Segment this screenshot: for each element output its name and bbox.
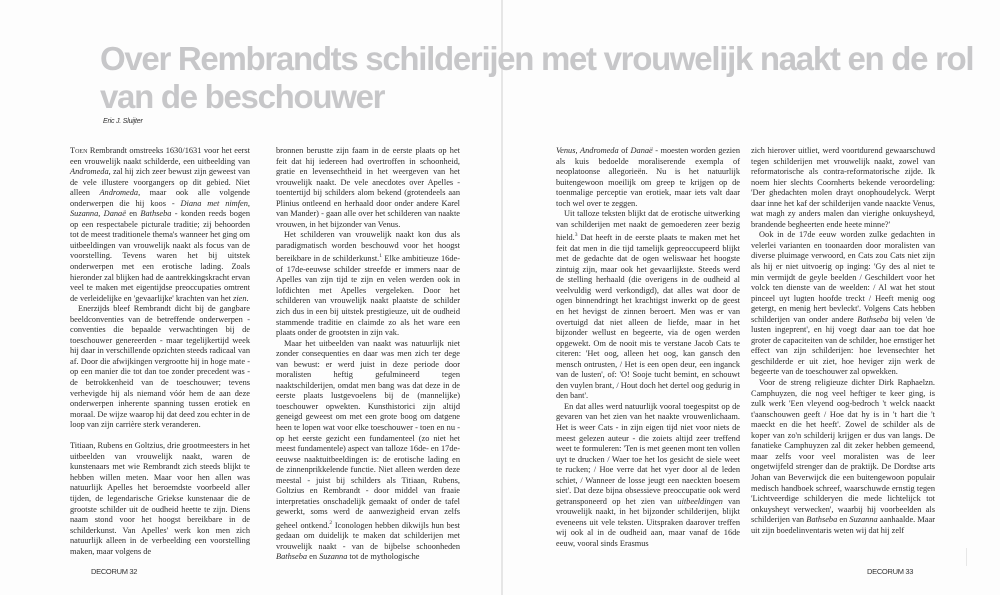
italic-title: Diana met nimfen [180,198,248,208]
text-run: , [98,209,104,219]
text-run: , zal hij zich zeer bewust zijn geweest van de vele illustere voorgangers op dit gebied. Niet alleen [70,167,250,198]
italic-title: Andromeda [99,188,139,198]
italic-title: Venus [556,146,576,155]
italic-title: Suzanna [319,552,348,562]
paragraph [70,441,250,557]
italic-title: Bathseba [276,552,308,562]
italic-title: Suzanna [849,515,878,525]
italic-title: Bathseba [806,515,838,525]
text-column-2 [276,146,460,563]
italic-title: Andromeda [70,167,109,177]
text-run: - moesten worden gezien als kuis bedoelde moraliserende exempla of neoplatoonse allegorieën. Nu is het natuurlijk buitengewoon moeilijk om greep te krijgen op de toenmalige perceptie van erotiek, maar iets valt daar toch wel over te zeggen. [556,146,740,208]
text-column-3 [556,146,740,550]
text-run: of [618,146,631,155]
italic-title: Danaë [103,209,126,219]
text-run: bij velen 'de lusten ingeprent', en hij voegt daar aan toe dat hoe groter de capaciteiten van de schilder, hoe ernstiger het effect van zijn schilderijen: hoe levensechter het geschilderde er uit ziet, hoe heviger zijn werk de begeerte van de toeschouwer zal opwekken. [751,314,935,377]
italic-title: Bathseba [140,209,172,219]
footnote-ref: 2 [329,519,333,526]
paragraph [751,146,935,230]
paragraph [276,339,460,563]
italic-title: zien [233,293,247,303]
text-run: Het schilderen van vrouwelijk naakt kon dus als paradigmatisch worden beschouwd voor het hoogst bereikbare in de schilderkunst. [276,230,460,264]
text-column-4 [751,146,935,536]
footnote-ref: 3 [574,232,578,239]
paragraph [751,378,935,536]
italic-title: Bathseba [857,314,889,324]
text-run: tot de mythologische [347,552,420,562]
italic-title: Suzanna [70,209,99,219]
paragraph [556,209,740,402]
paragraph [276,146,460,230]
text-run: Dat heeft in de eerste plaats te maken met het feit dat men in die tijd tamelijk gepreoccupeerd blijkt met de gedachte dat de ogen weliswaar het hoogste zintuig zijn, maar ook het gevaarlijkste. Steeds werd de stelling herhaald (die overigens in de oudheid al veelvuldig werd verkondigd), dat alles wat door de ogen binnendringt het krachtigst inwerkt op de geest en het hevigst de zinnen beroert. Men was er van overtuigd dat niet alleen de liefde, maar in het bijzonder wellust en begeerte, via de ogen werden opgewekt. Om de nooit mis te verstane Jacob Cats te citeren: 'Het oog, alleen het oog, kan gansch den mensch ontrusten, / Het is een open deur, een inganck van de lusten', of: 'O! Sooje tucht bemint, en schouwt den vuylen brant, / Hout doch het dertel oog gedurig in den bant'. [556,233,740,401]
text-run: Uit talloze teksten blijkt dat de erotische uitwerking van schilderijen met naakt de gemoederen zeer bezig hield. [556,209,740,243]
text-run: bronnen berustte zijn faam in de eerste plaats op het feit dat hij iedereen had overtroffen in schoonheid, gratie en levensechtheid in het weergeven van het vrouwelijk naakt. De vele anecdotes over Apelles - toentertijd bij schilders alom bekend (grotendeels aan Plinius ontleend en herhaald door onder andere Karel van Mander) - gaan alle over het schilderen van naakte vrouwen, in het bijzonder van Venus. [276,146,460,229]
page-number-left: DECORUM 32 [91,567,138,576]
text-run: zich hierover uitliet, werd voortdurend gewaarschuwd tegen schilderijen met vrouwelijk naakt, zowel van reformatorische als contra-reformatorische zijde. Ik noem hier slechts Coornherts bekende veroordeling: 'Der ghedachten molen drayt onophoudelyck. Werpt daar inne het kaf der schilderijen vande naackte Venus, wat magh zy anders malen dan vierighe onkuysheyd, brandende begheerten ende heete minne?' [751,146,935,229]
italic-title: Andromeda [580,146,619,155]
scan-mark [966,548,973,566]
text-column-1 [70,146,250,557]
text-run: en [125,209,141,219]
page-number-right: DECORUM 33 [867,567,914,576]
text-run: aanhaalde. Maar uit zijn boedelinventaris weten wij dat hij zelf [751,515,935,535]
text-run: , [247,198,250,208]
text-run: Voor de streng religieuze dichter Dirk Raphaelzn. Camphuyzen, die nog veel heftiger te keer ging, is zulk werk 'Een vleyend oog-bedroch 't welck naackt t'aanschouwen geeft / Hoe dat hy is in 't hart die 't maeckt en die het heeft'. Zowel de schilder als de koper van zo'n schilderij krijgen er dus van langs. De fanatieke Camphuyzen zal dit zeker hebben gemeend, maar zelfs voor veel moralisten was de leer ongetwijfeld strenger dan de praktijk. De Dordtse arts Johan van Beverwijck die een buitengewoon populair medisch handboek schreef, waarschuwde ernstig tegen 'Lichtveerdige schilderyen die mede lichtelijck tot onkuysheyt verwecken', waarbij hij voorbeelden als schilderijen van [751,378,935,525]
text-run: en [307,552,320,562]
text-run: van vrouwelijk naakt, in het bijzonder schilderijen, blijkt eveneens uit vele teksten. Uitspraken daarover treffen wij ook al in de oudheid aan, maar vanaf de 16de eeuw, vooral sinds Erasmus [556,496,740,549]
text-run: en [837,515,850,525]
text-run: Titiaan, Rubens en Goltzius, drie grootmeesters in het uitbeelden van vrouwelijk naakt, waren de kunstenaars met wie Rembrandt zich steeds blijkt te hebben willen meten. Maar voor hen allen was natuurlijk Apelles het beroemdste voorbeeld aller tijden, de legendarische Griekse kunstenaar die de grootste schilder uit de oudheid heette te zijn. Diens naam stond voor het hoogst bereikbare in de schilderkunst. Van Apelles' werk kon men zich natuurlijk alleen in de verbeelding een voorstelling maken, maar volgens de [70,441,250,556]
text-run: Enerzijds bleef Rembrandt dicht bij de gangbare beeldconventies van de betreffende onderwerpen - conventies die bepaalde verwachtingen bij de toeschouwer genereerden - maar tegelijkertijd week hij daar in verschillende opzichten steeds radicaal van af. Door die afwijkingen vergrootte hij in hoge mate - op een manier die tot dan toe zonder precedent was - de betrokkenheid van de toeschouwer; tevens verhevigde hij als niemand vóór hem de aan deze onderwerpen inherente spanning tussen erotiek en moraal. De wijze waarop hij dat deed zou echter in de loop van zijn carrière sterk veranderen. [70,304,251,430]
text-run: Iconologen hebben dikwijls hun best gedaan om duidelijk te maken dat schilderijen met vrouwelijk naakt - van de bijbelse schoonheden [276,520,461,551]
text-run: . [246,293,249,303]
text-run: Elke ambitieuze 16de- of 17de-eeuwse schilder streefde er immers naar de Apelles van zijn tijd te zijn en velen werden ook in lofdichten met Apelles vergeleken. Door het schilderen van vrouwelijk naakt plaatste de schilder zich dus in een bij uitstek prestigieuze, uit de oudheid stammende traditie en claimde zo als het ware een plaats onder de grootsten in zijn vak. [276,254,460,338]
text-run: , [575,146,581,155]
text-run: En dat alles werd natuurlijk vooral toegespitst op de gevaren van het zien van het naakte vrouwenlichaam. Het is weer Cats - in zijn eigen tijd niet voor niets de meest gelezen auteur - die zoiets altijd zeer treffend weet te formuleren: 'Ten is met geenen mont ten vollen uyt te drucken / Waer toe het los gesicht de siele weet te rucken; / Hoe verre dat het vyer door al de leden schiet, / Wanneer de losse jeugt een naeckten boesem siet'. Dat deze bijna obsessieve preoccupatie ook werd getransponeerd op het zien van [556,401,740,506]
paragraph [751,230,935,378]
italic-title: Danaë [630,146,653,155]
text-run: Maar het uitbeelden van naakt was natuurlijk niet zonder consequenties en daar was men zich ter dege van bewust: er werd juist in deze periode door moralisten heftig gefulmineerd tegen naaktschilderijen, omdat men bang was dat deze in de eerste plaats lustgevoelens bij de (mannelijke) toeschouwer opwekten. Kunsthistorici zijn altijd geneigd geweest om met een grote boog om datgene heen te lopen wat voor elke toeschouwer - toen en nu - op het eerste gezicht een fundamenteel (zo niet het meest fundamentele) aspect van talloze 16de- en 17de-eeuwse naaktuitbeeldingen is: de erotische lading en de zinnenprikkelende functie. Niet alleen werden deze meestal - juist bij schilders als Titiaan, Rubens, Goltzius en Rembrandt - door middel van fraaie interpretaties onschadelijk gemaakt of onder de tafel gewerkt, soms werd de aanwezigheid ervan zelfs geheel ontkend. [276,338,460,530]
article-title: Over Rembrandts schilderijen met vrouwelijk naakt en de rol van de beschouwer [100,40,974,115]
paragraph [556,402,740,550]
footnote-ref: 1 [379,253,382,260]
paragraph [276,230,460,338]
text-run: Ook in de 17de eeuw worden zulke gedachten in velerlei varianten en toonaarden door moralisten van diverse pluimage verwoord, en Cats zou Cats niet zijn als hij er niet uitvoerig op inging: 'Gy des al niet te min vermijdt de geyle beelden / Geschildert voor het volck ten dienste van de weelden: / Al wat het stout pinceel uyt lugten hoofde treckt / Heeft menig oog getergt, en menig hert bevleckt'. Volgens Cats hebben schilderijen van onder andere [751,230,935,324]
paragraph [70,146,250,304]
text-run: , maar ook alle volgende onderwerpen die hij koos - [70,188,250,208]
paragraph [70,304,250,431]
article-author: Eric J. Sluijter [103,118,143,125]
italic-title: uitbeeldingen [677,496,723,506]
text-run: Rembrandt omstreeks 1630/1631 voor het eerst een vrouwelijk naakt schilderde, een uitbeelding van [70,146,250,166]
drop-word: Toen [70,146,88,155]
paragraph [556,146,740,209]
text-run: - konden reeds bogen op een respectabele picturale traditie; zij behoorden tot de meest traditionele thema's wanneer het ging om uitbeeldingen van vrouwelijk naakt als focus van de voorstelling. Tevens waren het bij uitstek onderwerpen met een erotische lading. Zoals hieronder zal blijken had de aantrekkingskracht ervan veel te maken met eigentijdse preoccupaties omtrent de verleidelijke en 'gevaarlijke' krachten van het [70,209,250,303]
